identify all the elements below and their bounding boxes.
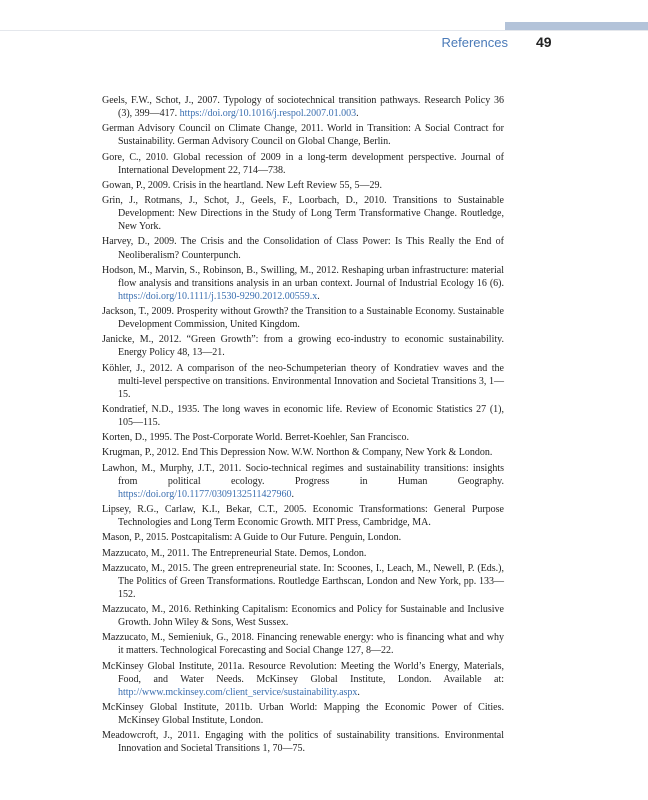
reference-entry <box>102 151 504 177</box>
reference-entry <box>102 431 504 444</box>
reference-text: Mason, P., 2015. Postcapitalism: A Guide to Our Future. Penguin, London. <box>102 532 402 544</box>
reference-entry <box>102 122 504 148</box>
reference-text: McKinsey Global Institute, 2011b. Urban World: Mapping the Economic Power of Cities. McKinsey Global Institute, London. <box>102 702 504 727</box>
reference-link[interactable]: https://doi.org/10.1016/j.respol.2007.01.003 <box>179 108 357 120</box>
reference-entry <box>102 362 504 401</box>
reference-text: Meadowcroft, J., 2011. Engaging with the politics of sustainability transitions. Environmental Innovation and Societal Transitions 1, 70—75. <box>102 730 504 755</box>
reference-entry <box>102 631 504 657</box>
header-rule <box>0 30 648 31</box>
reference-entry <box>102 503 504 529</box>
reference-text: Gore, C., 2010. Global recession of 2009 in a long-term development perspective. Journal of International Development 22, 714—738. <box>102 151 504 176</box>
reference-entry <box>102 264 504 303</box>
reference-entry <box>102 701 504 727</box>
reference-entry <box>102 547 504 560</box>
reference-link[interactable]: https://doi.org/10.1177/0309132511427960 <box>118 488 292 500</box>
reference-text: Jackson, T., 2009. Prosperity without Growth? the Transition to a Sustainable Economy. Sustainable Development Commission, United Kingdom. <box>102 306 504 331</box>
reference-entry <box>102 305 504 331</box>
reference-text: Hodson, M., Marvin, S., Robinson, B., Swilling, M., 2012. Reshaping urban infrastructure: material flow analysis and transitions analysis in an urban context. Journal of Industrial Ecology 16 (6). <box>102 264 504 289</box>
reference-text: Lipsey, R.G., Carlaw, K.I., Bekar, C.T., 2005. Economic Transformations: General Purpose Technologies and Long Term Economic Growth. MIT Press, Cambridge, MA. <box>102 504 504 529</box>
running-head: References <box>441 35 508 50</box>
reference-tail: . <box>317 290 320 302</box>
reference-entry <box>102 660 504 699</box>
reference-text: Gowan, P., 2009. Crisis in the heartland. New Left Review 55, 5—29. <box>102 179 382 191</box>
reference-entry <box>102 94 504 120</box>
reference-tail: . <box>357 686 360 698</box>
reference-text: Mazzucato, M., 2015. The green entrepreneurial state. In: Scoones, I., Leach, M., Newell, P. (Eds.), The Politics of Green Transformations. Routledge Earthscan, London and New York, pp. 133—152. <box>102 562 504 600</box>
page-number: 49 <box>536 34 552 50</box>
reference-text: Mazzucato, M., 2011. The Entrepreneurial State. Demos, London. <box>102 547 367 559</box>
reference-text: Mazzucato, M., Semieniuk, G., 2018. Financing renewable energy: who is financing what and why it matters. Technological Forecasting and Social Change 127, 8—22. <box>102 632 504 657</box>
reference-link[interactable]: https://doi.org/10.1111/j.1530-9290.2012.00559.x <box>118 290 318 302</box>
reference-tail: . <box>291 488 295 500</box>
reference-entry <box>102 462 504 501</box>
reference-text: Harvey, D., 2009. The Crisis and the Consolidation of Class Power: Is This Really the End of Neoliberalism? Counterpunch. <box>102 236 504 261</box>
reference-text: Lawhon, M., Murphy, J.T., 2011. Socio-technical regimes and sustainability transitions: insights from political ecology. Progress in Human Geography. <box>102 462 504 487</box>
header-accent-bar <box>505 22 648 30</box>
reference-text: Mazzucato, M., 2016. Rethinking Capitalism: Economics and Policy for Sustainable and Inclusive Growth. John Wiley & Sons, West Sussex. <box>102 604 504 629</box>
reference-entry <box>102 403 504 429</box>
reference-entry <box>102 603 504 629</box>
reference-link[interactable]: http://www.mckinsey.com/client_service/sustainability.aspx <box>118 686 358 698</box>
reference-text: Köhler, J., 2012. A comparison of the neo-Schumpeterian theory of Kondratiev waves and the multi-level perspective on transitions. Environmental Innovation and Societal Transitions 3, 1—15. <box>102 362 504 400</box>
reference-entry <box>102 333 504 359</box>
reference-text: McKinsey Global Institute, 2011a. Resource Revolution: Meeting the World’s Energy, Materials, Food, and Water Needs. McKinsey Global Institute, London. Available at: <box>102 660 504 685</box>
reference-text: Kondratief, N.D., 1935. The long waves in economic life. Review of Economic Statistics 27 (1), 105—115. <box>102 404 504 429</box>
reference-entry <box>102 531 504 544</box>
reference-entry <box>102 194 504 233</box>
reference-entry <box>102 179 504 192</box>
reference-text: Janicke, M., 2012. “Green Growth”: from a growing eco-industry to economic sustainability. Energy Policy 48, 13—21. <box>102 334 504 359</box>
reference-text: Korten, D., 1995. The Post-Corporate World. Berret-Koehler, San Francisco. <box>102 432 409 444</box>
reference-text: Krugman, P., 2012. End This Depression Now. W.W. Northon & Company, New York & London. <box>102 447 493 459</box>
reference-entry <box>102 562 504 601</box>
reference-text: Geels, F.W., Schot, J., 2007. Typology of sociotechnical transition pathways. Research Policy 36 (3), 399—417. <box>102 95 504 120</box>
reference-list <box>102 94 504 758</box>
reference-tail: . <box>356 108 359 120</box>
reference-entry <box>102 729 504 755</box>
reference-entry <box>102 235 504 261</box>
reference-entry <box>102 446 504 459</box>
reference-text: German Advisory Council on Climate Change, 2011. World in Transition: A Social Contract for Sustainability. German Advisory Council on Global Change, Berlin. <box>102 123 504 148</box>
reference-text: Grin, J., Rotmans, J., Schot, J., Geels, F., Loorbach, D., 2010. Transitions to Sustainable Development: New Directions in the Study of Long Term Transformative Change. Routledge, New York. <box>102 195 504 233</box>
